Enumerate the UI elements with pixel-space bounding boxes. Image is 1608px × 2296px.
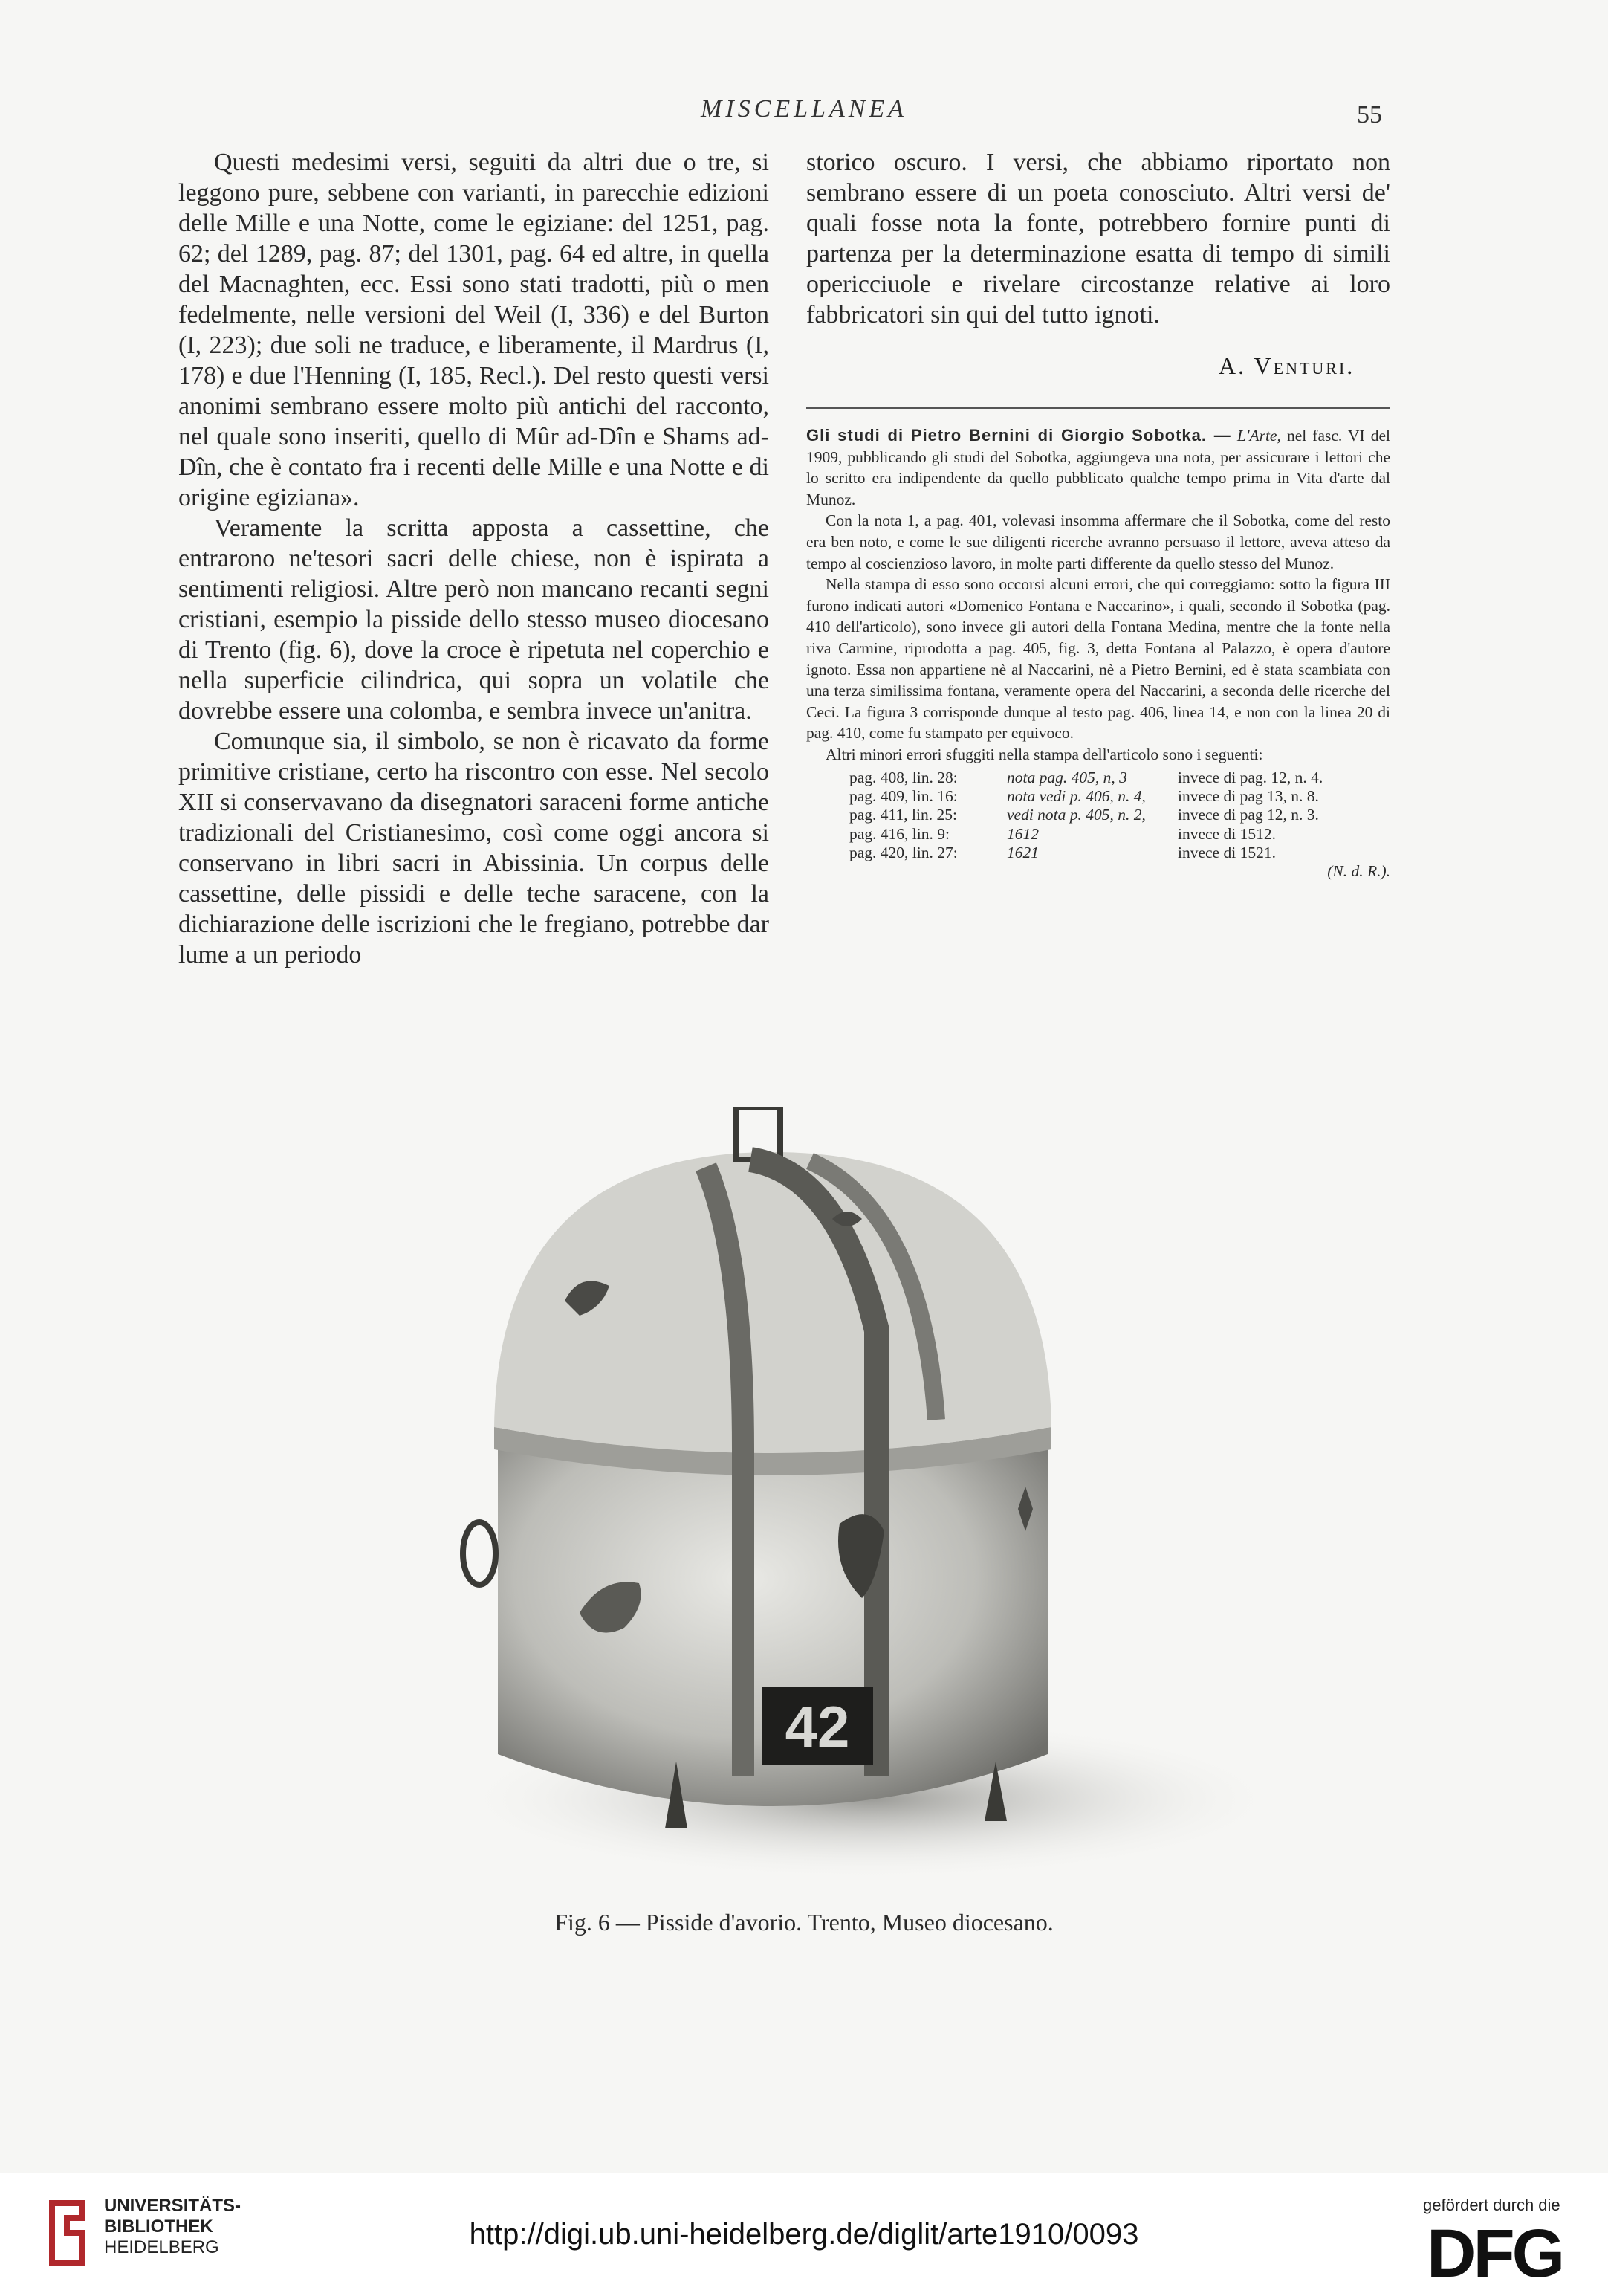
dfg-logo: DFG (1427, 2216, 1563, 2292)
errata-printed: nota pag. 405, n, 3 (1007, 768, 1127, 786)
right-column (806, 147, 1390, 330)
errata-row (806, 767, 1390, 786)
running-head: MISCELLANEA (701, 95, 907, 123)
figure-caption: Fig. 6 — Pisside d'avorio. Trento, Museo diocesano. (554, 1909, 1054, 1936)
author-signature: A. Venturi. (1219, 352, 1355, 379)
left-column (178, 147, 769, 970)
errata-correction: invece di pag 12, n. 3. (1178, 806, 1319, 824)
errata-printed: 1612 (1007, 824, 1039, 843)
page-number: 55 (1357, 101, 1382, 129)
errata-reference: pag. 409, lin. 16: (849, 786, 958, 805)
errata-printed: 1621 (1007, 844, 1039, 862)
errata-correction: invece di pag 13, n. 8. (1178, 786, 1319, 805)
errata-correction: invece di pag. 12, n. 4. (1178, 768, 1323, 786)
editor-initials: (N. d. R.). (1327, 862, 1390, 881)
side-ring (463, 1522, 496, 1585)
note-paragraph: Con la nota 1, a pag. 401, volevasi insomma affermare che il Sobotka, come del resto era ben noto, e come le sue diligenti ricerche avranno persuaso il lettore, aveva atteso da tempo al coscienzioso lavoro, in molte parti differente da quello stesso del Munoz. (806, 511, 1390, 572)
errata-correction: invece di 1512. (1178, 824, 1276, 843)
note-paragraph: Altri minori errori sfuggiti nella stampa dell'articolo sono i seguenti: (826, 745, 1263, 763)
errata-row (806, 842, 1390, 861)
note-heading: Gli studi di Pietro Bernini di Giorgio Sobotka. — (806, 426, 1231, 444)
pyx-photograph (357, 1107, 1449, 1903)
errata-row (806, 786, 1390, 804)
errata-row (806, 824, 1390, 842)
note-heading-tail: L'Arte, (1236, 427, 1281, 444)
errata-reference: pag. 408, lin. 28: (849, 768, 958, 786)
errata-reference: pag. 420, lin. 27: (849, 844, 958, 862)
body-paragraph: Questi medesimi versi, seguiti da altri due o tre, si leggono pure, sebbene con varianti, in parecchie edizioni delle Mille e una Notte, come le egiziane: del 1251, pag. 62; del 1289, pag. 87; del 1301, pag. 64 ed altre, in quella del Macnaghten, ecc. Essi sono stati tradotti, più o men fedelmente, nelle versioni del Weil (I, 336) e del Burton (I, 223); due soli ne traduce, e liberamente, il Mardrus (I, 178) e due l'Henning (I, 185, Recl.). Del resto questi versi anonimi sembrano essere molto più antichi del racconto, nel quale sono inseriti, quello di Mûr ad-Dîn e Shams ad-Dîn, che è contato fra i recenti delle Mille e una Notte e di origine egiziana». (178, 149, 769, 511)
errata-reference: pag. 411, lin. 25: (849, 806, 957, 824)
body-paragraph: Veramente la scritta apposta a cassettine, che entrarono ne'tesori sacri delle chiese, non è ispirata a sentimenti religiosi. Altre però non mancano recanti segni cristiani, esempio la pisside dello stesso museo diocesano di Trento (fig. 6), dove la croce è ripetuta nel coperchio e nella superficie cilindrica, qui sopra un volatile che dovrebbe essere una colomba, e sembra invece un'anitra. (178, 514, 769, 725)
body-paragraph: storico oscuro. I versi, che abbiamo riportato non sembrano essere di un poeta conosciuto. Altri versi de' quali fosse nota la fonte, potrebbero fornire punti di partenza per la determinazione esatta di tempo di simili opericciuole e rivelare circostanze relative ai loro fabbricatori sin qui del tutto ignoti. (806, 149, 1390, 329)
funder-text: gefördert durch die (1423, 2196, 1560, 2214)
note-paragraph: Nella stampa di esso sono occorsi alcuni errori, che qui correggiamo: sotto la figura III furono indicati autori «Domenico Fontana e Naccarino», i quali, secondo il Sobotka (pag. 410 dell'articolo), sono invece gli autori della Fontana Medina, mentre che la fonte nella riva Carmine, riprodotta a pag. 405, fig. 3, detta Fontana al Palazzo, è opera d'autore ignoto. Essa non appartiene nè al Naccarini, nè a Pietro Bernini, ed è stata scambiata con una terza similissima fontana, veramente opera del Naccarini, a seconda delle ricerche del Ceci. La figura 3 corrisponde dunque al testo pag. 406, linea 14, e non con la linea 20 di pag. 410, come fu stampato per equivoco. (806, 575, 1390, 743)
viewer-footer (0, 2173, 1608, 2296)
errata-printed: vedi nota p. 405, n. 2, (1007, 806, 1146, 824)
source-url[interactable]: http://digi.ub.uni-heidelberg.de/diglit/arte1910/0093 (469, 2218, 1139, 2251)
errata-row (806, 804, 1390, 823)
body-paragraph: Comunque sia, il simbolo, se non è ricavato da forme primitive cristiane, certo ha riscontro con esse. Nel secolo XII si conservavano da disegnatori saraceni forme antiche tradizionali del Cristianesimo, così come oggi ancora si conservano in libri sacri in Abissinia. Un corpus delle cassettine, delle pissidi e delle teche saracene, con la dichiarazione delle iscrizioni che le fregiano, potrebbe dar lume a un periodo (178, 728, 769, 968)
errata-list (806, 767, 1390, 861)
errata-printed: nota vedi p. 406, n. 4, (1007, 786, 1146, 805)
divider (806, 407, 1390, 409)
errata-correction: invece di 1521. (1178, 844, 1276, 862)
editorial-note (806, 425, 1390, 882)
note-paragraph: nel fasc. VI del 1909, pubblicando gli studi del Sobotka, aggiungeva una nota, per assicurare i lettori che lo scritto era indipendente da quello pubblicato qualche tempo prima in Vita d'arte dal Munoz. (806, 427, 1391, 508)
inventory-number: 42 (785, 1694, 850, 1759)
errata-reference: pag. 416, lin. 9: (849, 824, 950, 843)
library-name: UNIVERSITÄTS- BIBLIOTHEK HEIDELBERG (104, 2196, 241, 2257)
